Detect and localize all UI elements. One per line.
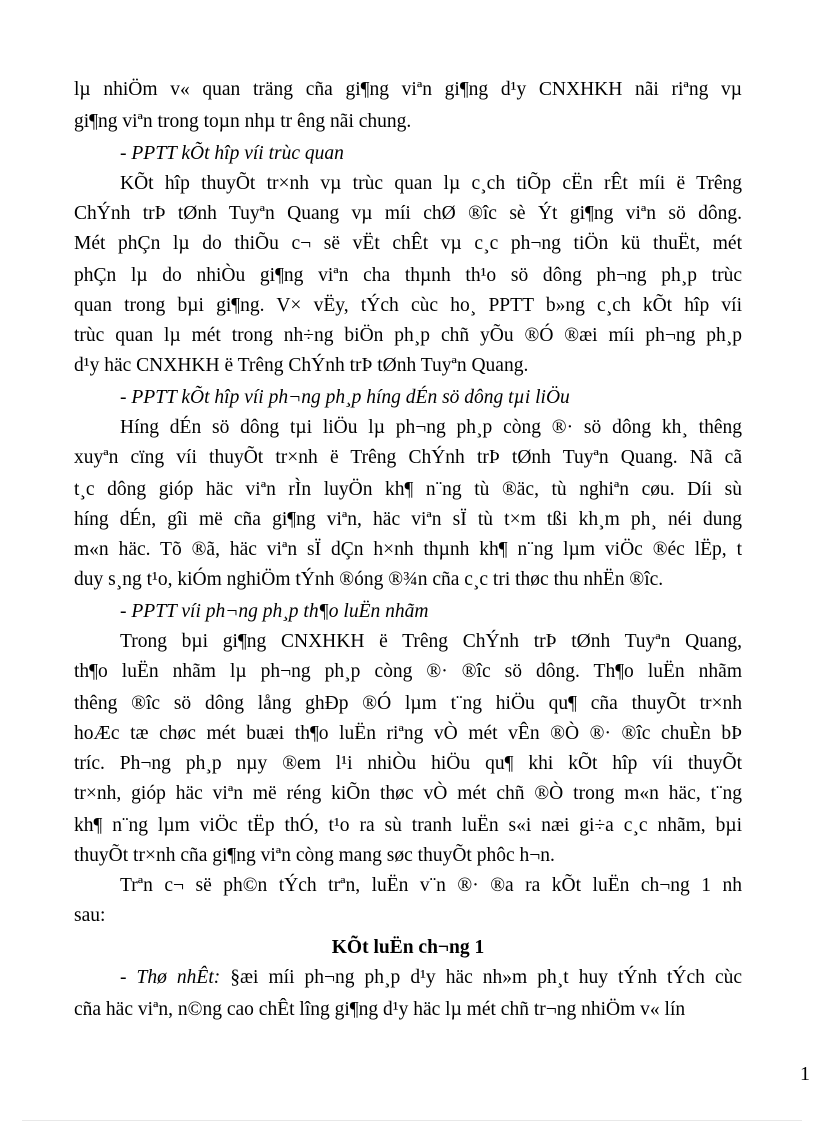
- subheading: - PPTT kÕt hîp víi ph¬ng ph¸p híng dÉn sö dông tµi liÖu: [120, 387, 570, 408]
- page-number: 1: [800, 1063, 810, 1085]
- body-line-text: §æi míi ph¬ng ph¸p d¹y häc nh»m ph¸t huy tÝnh tÝch cùc: [230, 967, 743, 988]
- body-line: tr×nh, gióp häc viªn më réng kiÕn thøc vÒ mét chñ ®Ò trong m«n häc, t¨ng: [74, 783, 742, 804]
- body-line: trùc quan lµ mét trong nh÷ng biÖn ph¸p chñ yÕu ®Ó ®æi míi ph¬ng ph¸p: [74, 325, 742, 346]
- body-line: híng dÉn, gîi më cña gi¶ng viªn, häc viªn sÏ tù t×m tßi kh¸m ph¸ néi dung: [74, 509, 742, 530]
- page-bottom-divider: [22, 1120, 802, 1121]
- body-line: th¶o luËn nhãm lµ ph¬ng ph¸p còng ®· ®îc sö dông. Th¶o luËn nhãm: [74, 661, 742, 682]
- subheading: - PPTT víi ph¬ng ph¸p th¶o luËn nhãm: [120, 601, 429, 622]
- body-line: t¸c dông gióp häc viªn rÌn luyÖn kh¶ n¨ng tù ®äc, tù nghiªn cøu. Díi sù: [74, 479, 742, 500]
- body-line: kh¶ n¨ng lµm viÖc tËp thÓ, t¹o ra sù tranh luËn s«i næi gi÷a c¸c nhãm, bµi: [74, 815, 742, 836]
- body-line: KÕt hîp thuyÕt tr×nh vµ trùc quan lµ c¸ch tiÕp cËn rÊt míi ë Trêng: [120, 173, 742, 194]
- body-line: thêng ®îc sö dông lång ghÐp ®Ó lµm t¨ng hiÖu qu¶ cña thuyÕt tr×nh: [74, 693, 742, 714]
- body-line: Híng dÉn sö dông tµi liÖu lµ ph¬ng ph¸p còng ®· sö dông kh¸ thêng: [120, 417, 742, 438]
- subheading: - PPTT kÕt hîp víi trùc quan: [120, 143, 344, 164]
- body-line: duy s¸ng t¹o, kiÓm nghiÖm tÝnh ®óng ®¾n cña c¸c tri thøc thu nhËn ®îc.: [74, 569, 664, 590]
- body-line: xuyªn cïng víi thuyÕt tr×nh ë Trêng ChÝnh trÞ tØnh Tuyªn Quang. Nã cã: [74, 447, 742, 468]
- list-prefix: - Thø nhÊt:: [120, 967, 221, 988]
- body-line: phÇn lµ do nhiÒu gi¶ng viªn cha thµnh th¹o sö dông ph¬ng ph¸p trùc: [74, 265, 742, 286]
- body-line: Trªn c¬ së ph©n tÝch trªn, luËn v¨n ®· ®a ra kÕt luËn ch¬ng 1 nh: [120, 875, 742, 896]
- body-line: Mét phÇn lµ do thiÕu c¬ së vËt chÊt vµ c¸c ph¬ng tiÖn kü thuËt, mét: [74, 233, 742, 254]
- section-heading: KÕt luËn ch¬ng 1: [331, 937, 485, 958]
- body-line: ChÝnh trÞ tØnh Tuyªn Quang vµ míi chØ ®îc sè Ýt gi¶ng viªn sö dông.: [74, 203, 742, 224]
- body-line: lµ nhiÖm v« quan träng cña gi¶ng viªn gi¶ng d¹y CNXHKH nãi riªng vµ: [74, 79, 742, 100]
- body-line: Trong bµi gi¶ng CNXHKH ë Trêng ChÝnh trÞ tØnh Tuyªn Quang,: [120, 631, 742, 652]
- body-line: sau:: [74, 905, 106, 926]
- body-line: cña häc viªn, n©ng cao chÊt lîng gi¶ng d¹y häc lµ mét chñ tr¬ng nhiÖm v« lín: [74, 999, 686, 1020]
- body-line: m«n häc. Tõ ®ã, häc viªn sÏ dÇn h×nh thµnh kh¶ n¨ng lµm viÖc ®éc lËp, t: [74, 539, 742, 560]
- body-line: thuyÕt tr×nh cña gi¶ng viªn còng mang søc thuyÕt phôc h¬n.: [74, 845, 555, 866]
- body-line: d¹y häc CNXHKH ë Trêng ChÝnh trÞ tØnh Tuyªn Quang.: [74, 355, 529, 376]
- body-line: quan trong bµi gi¶ng. V× vËy, tÝch cùc ho¸ PPTT b»ng c¸ch kÕt hîp víi: [74, 295, 742, 316]
- body-line: tríc. Ph¬ng ph¸p nµy ®em l¹i nhiÒu hiÖu qu¶ khi kÕt hîp víi thuyÕt: [74, 753, 742, 774]
- body-line: gi¶ng viªn trong toµn nhµ tr êng nãi chung.: [74, 111, 412, 132]
- body-line: [120, 966, 742, 990]
- body-line: hoÆc tæ chøc mét buæi th¶o luËn riªng vÒ mét vÊn ®Ò ®· ®îc chuÈn bÞ: [74, 723, 742, 744]
